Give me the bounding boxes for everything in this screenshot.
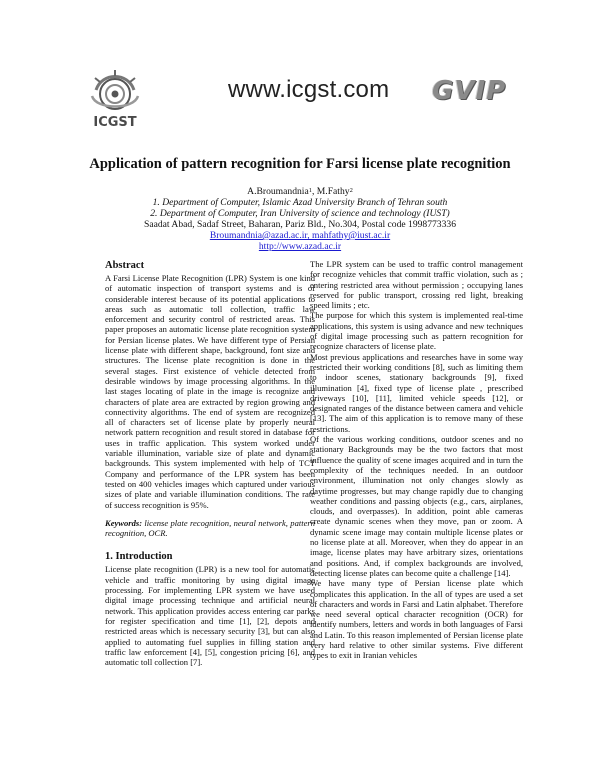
keywords-label: Keywords: bbox=[105, 517, 143, 528]
keywords-paragraph bbox=[105, 518, 315, 539]
author-separator: , bbox=[311, 186, 317, 197]
left-column bbox=[105, 259, 315, 667]
right-column bbox=[310, 259, 523, 661]
affiliation-2: 2. Department of Computer, Iran University of science and technology (IUST) bbox=[150, 208, 450, 219]
university-url-link[interactable]: http://www.azad.ac.ir bbox=[258, 241, 342, 252]
keywords-text: license plate recognition, neural network, pattern recognition, OCR. bbox=[105, 517, 315, 539]
abstract-body: A Farsi License Plate Recognition (LPR) System is one kind of automatic inspection of transport systems and is of considerable interest because of its potential applications to areas such as automatic toll collection, traffic law enforcement and security control of restricted areas. This paper proposes an automatic license plate recognition system for Persian license plates. We have different type of Persian license plate with different shape, background, font size and structures. The license plate recognition is done in the several stages. First existence of vehicle detected from desirable windows by image processing algorithms. In the last stages locating of plate in the image is recognize and characters of plate area are extracted by region growing and connectivity algorithms. The end of system are recognized all of characters set of license plate by properly neural network pattern recognition and result stored in database for uses in traffic application. This system worked under variable illumination, variable size of plate and dynamic backgrounds. This system implemented with help of TCT Company and performance of the LPR system has been tested on 400 vehicles images which captured under various sizes of plate and variable illumination conditions. The rate of success recognition is 95%. bbox=[105, 273, 315, 510]
abstract-heading: Abstract bbox=[105, 260, 145, 271]
paper-title: Application of pattern recognition for Farsi license plate recognition bbox=[89, 156, 511, 172]
author-1-sup: 1 bbox=[308, 187, 312, 194]
right-paragraph-5: We have many type of Persian license plate which complicates this application. In the all of types are used a set of characters and words in Farsi and Latin alphabet. Therefore we need several optical character recognition (OCR) for identify numbers, letters and words in both languages of Farsi and Latin. To this reason implemented of Persian license plate very hard relative to other similar systems. Five different types to exit in Iranian vehicles bbox=[310, 578, 523, 661]
gvip-logo: GVIP bbox=[432, 76, 507, 106]
svg-text:ICGST: ICGST bbox=[93, 115, 137, 130]
right-paragraph-4: Of the various working conditions, outdoor scenes and no stationary Backgrounds may be the two factors that most influence the quality of scene images acquired and in turn the complexity of the techniques needed. In an outdoor environment, illumination not only changes slowly as daytime progresses, but may change rapidly due to changing weather conditions and passing objects (e.g., cars, airplanes, clouds, and overpasses). In addition, point able cameras create dynamic scenes when they move, pan or zoom. A dynamic scene image may contain multiple license plates or no license plate at all. Moreover, when they do appear in an image, license plates may have arbitrary sizes, orientations and positions. And, if complex backgrounds are involved, detecting license plates can become quite a challenge [14]. bbox=[310, 434, 523, 578]
authors-line bbox=[0, 186, 600, 197]
author-2: M.Fathy bbox=[316, 186, 350, 197]
introduction-body: License plate recognition (LPR) is a new tool for automatic vehicle and traffic monitoring by using digital image processing. For implementing LPR system we have used digital image processing technique and artificial neural network. This application provides access entering car parks for register specification and time [1], [2], depots and restricted areas which is necessary security [3], but can also applied to automating fuel supplies in filling station and traffic law enforcement [4], [5], congestion pricing [6], and automatic toll collection [7]. bbox=[105, 564, 315, 668]
right-paragraph-2: The purpose for which this system is implemented real-time applications, this system is using advance and new techniques of digital image processing such as pattern recognition for recognize characters of license plate. bbox=[310, 310, 523, 352]
right-paragraph-1: The LPR system can be used to traffic control management for recognize vehicles that commit traffic violation, such as ; entering restricted area without permission ; occupying lanes reserved for public transport, crossing red light, breaking speed limits ; etc. bbox=[310, 259, 523, 311]
author-1: A.Broumandnia bbox=[247, 186, 309, 197]
author-2-sup: 2 bbox=[349, 187, 353, 194]
right-paragraph-3: Most previous applications and researches have in some way restricted their working conditions [8], such as limiting them to indoor scenes, stationary backgrounds [9], fixed illumination [4], fixed type of license plate , prescribed driveways [10], [11], limited vehicle speeds [12], or designated ranges of the distance between camera and vehicle [13]. The aim of this application is to remove many of these restrictions. bbox=[310, 351, 523, 434]
affiliation-1: 1. Department of Computer, Islamic Azad University Branch of Tehran south bbox=[152, 197, 448, 208]
author-emails-link[interactable]: Broumandnia@azad.ac.ir, mahfathy@iust.ac.ir bbox=[209, 230, 391, 241]
postal-address: Saadat Abad, Sadaf Street, Baharan, Pariz Bld., No.304, Postal code 1998773336 bbox=[143, 219, 456, 230]
introduction-heading: 1. Introduction bbox=[105, 551, 173, 563]
icgst-logo bbox=[82, 68, 148, 134]
site-url-header: www.icgst.com bbox=[228, 76, 390, 103]
